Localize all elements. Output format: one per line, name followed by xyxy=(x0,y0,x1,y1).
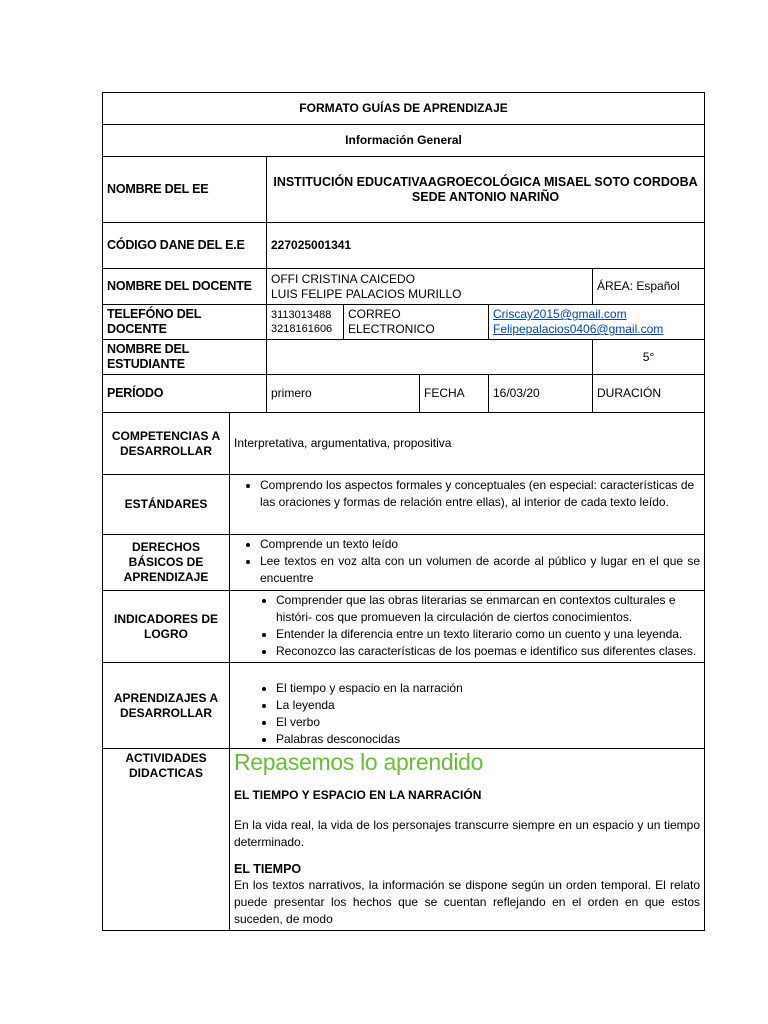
learning-guide-form xyxy=(102,92,704,931)
email-link-2[interactable]: Felipepalacios0406@gmail.com xyxy=(493,322,664,336)
aprendizajes-row xyxy=(103,663,705,749)
indicadores-row xyxy=(103,591,705,663)
list-item: • Palabras desconocidas xyxy=(276,731,700,748)
aprendizajes-content xyxy=(230,663,705,749)
estudiante-name-field[interactable] xyxy=(267,340,593,375)
indicadores-content xyxy=(230,591,705,663)
dba-content xyxy=(230,535,705,591)
activity-heading: Repasemos lo aprendido xyxy=(234,749,484,775)
telefono-label: TELEFÓNO DEL DOCENTE xyxy=(103,305,267,340)
activity-paragraph-2: En los textos narrativos, la información se dispone según un orden temporal. El relato puede presentar los hechos que se cuentan reflejando en el orden en que estos suceden, de modo xyxy=(234,878,701,926)
docente-label: NOMBRE DEL DOCENTE xyxy=(103,269,267,305)
actividades-label: ACTIVIDADES DIDACTICAS xyxy=(103,749,230,931)
list-item: • Comprender que las obras literarias se enmarcan en contextos culturales e históri- cos que promueven la circulación de ciertos conocimientos. xyxy=(276,592,700,626)
duracion-label: DURACIÓN xyxy=(593,375,705,413)
form-title: FORMATO GUÍAS DE APRENDIZAJE xyxy=(103,93,705,125)
list-item: • El verbo xyxy=(276,714,700,731)
docente-name-1: OFFI CRISTINA CAICEDO xyxy=(271,271,416,286)
email-values xyxy=(489,305,705,340)
periodo-row xyxy=(103,375,705,413)
estandares-label: ESTÁNDARES xyxy=(103,475,230,535)
email-link-1[interactable]: Criscay2015@gmail.com xyxy=(493,307,627,321)
form-subtitle: Información General xyxy=(103,125,705,157)
estandares-content xyxy=(230,475,705,535)
fecha-value: 16/03/20 xyxy=(489,375,593,413)
dba-row xyxy=(103,535,705,591)
actividades-content xyxy=(230,749,705,931)
activity-section-title: EL TIEMPO Y ESPACIO EN LA NARRACIÓN xyxy=(234,788,482,802)
activity-paragraph-1: En la vida real, la vida de los personajes transcurre siempre en un espacio y un tiempo determinado. xyxy=(234,818,701,849)
docente-name-2: LUIS FELIPE PALACIOS MURILLO xyxy=(271,286,462,301)
telefono-values xyxy=(267,305,344,340)
subtitle-row xyxy=(103,125,705,157)
estudiante-row xyxy=(103,340,705,375)
actividades-row xyxy=(103,749,705,931)
dane-value: 227025001341 xyxy=(267,223,705,269)
docente-row xyxy=(103,269,705,305)
ee-name: INSTITUCIÓN EDUCATIVAAGROECOLÓGICA MISAEL SOTO CORDOBA xyxy=(273,174,698,189)
dba-list xyxy=(234,536,700,587)
list-item: • El tiempo y espacio en la narración xyxy=(276,680,700,697)
title-row xyxy=(103,93,705,125)
list-item: • Lee textos en voz alta con un volumen de acorde al público y lugar en el que se encuentre xyxy=(260,553,700,587)
phone-1: 3113013488 xyxy=(271,309,332,321)
periodo-label: PERÍODO xyxy=(103,375,267,413)
list-item: • Comprende un texto leído xyxy=(260,536,700,553)
activity-subheading: EL TIEMPO xyxy=(234,862,302,876)
ee-row xyxy=(103,157,705,223)
list-item: • Entender la diferencia entre un texto literario como un cuento y una leyenda. xyxy=(276,626,700,643)
ee-label: NOMBRE DEL EE xyxy=(103,157,267,223)
competencias-label: COMPETENCIAS A DESARROLLAR xyxy=(103,413,230,475)
dane-label: CÓDIGO DANE DEL E.E xyxy=(103,223,267,269)
dba-label: DERECHOS BÁSICOS DE APRENDIZAJE xyxy=(103,535,230,591)
list-item: • La leyenda xyxy=(276,697,700,714)
telefono-row xyxy=(103,305,705,340)
indicadores-label: INDICADORES DE LOGRO xyxy=(103,591,230,663)
ee-sede: SEDE ANTONIO NARIÑO xyxy=(411,189,560,204)
grado-value: 5° xyxy=(593,340,705,375)
phone-2: 3218161606 xyxy=(271,323,333,335)
indicadores-list xyxy=(234,592,700,660)
competencias-row xyxy=(103,413,705,475)
aprendizajes-label: APRENDIZAJES A DESARROLLAR xyxy=(103,663,230,749)
guide-table xyxy=(102,92,705,931)
list-item: • Reconozco las características de los poemas e identifico sus diferentes clases. xyxy=(276,643,700,660)
estudiante-label: NOMBRE DEL ESTUDIANTE xyxy=(103,340,267,375)
periodo-value: primero xyxy=(267,375,420,413)
aprendizajes-list xyxy=(234,680,700,748)
list-item: • Comprendo los aspectos formales y conceptuales (en especial: características de las oraciones y formas de relación entre ellas), al interior de cada texto leído. xyxy=(260,477,700,511)
area-value: ÁREA: Español xyxy=(593,269,705,305)
ee-value xyxy=(267,157,705,223)
estandares-list xyxy=(234,477,700,511)
estandares-row xyxy=(103,475,705,535)
fecha-label: FECHA xyxy=(420,375,489,413)
correo-label: CORREO ELECTRONICO xyxy=(344,305,489,340)
docente-names xyxy=(267,269,593,305)
dane-row xyxy=(103,223,705,269)
competencias-value: Interpretativa, argumentativa, propositiva xyxy=(230,413,705,475)
